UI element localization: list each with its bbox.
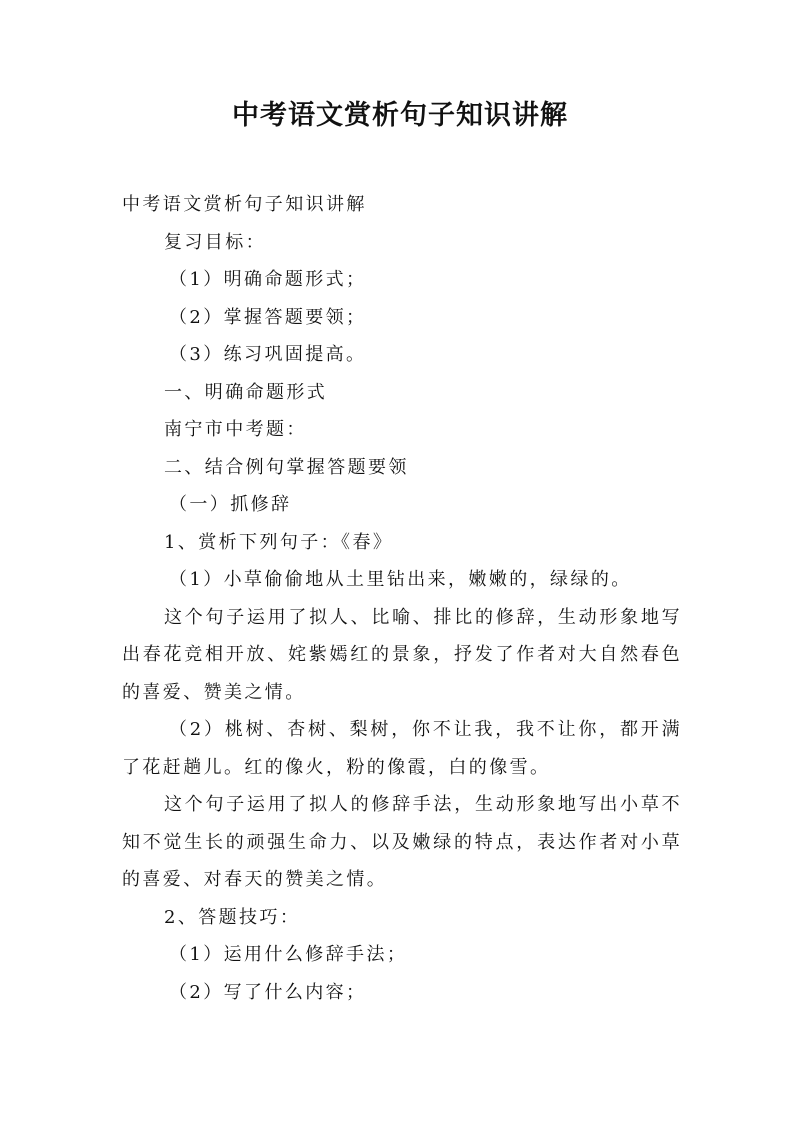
paragraph: 复习目标： [164,231,266,253]
document-title: 中考语文赏析句子知识讲解 [232,100,568,131]
paragraph: 2、答题技巧： [164,906,301,928]
paragraph: （2）写了什么内容； [169,981,367,1003]
paragraph: 1、赏析下列句子：《春》 [164,531,394,553]
paragraph: 中考语文赏析句子知识讲解 [122,194,367,215]
analysis-paragraph: 这个句子运用了拟人的修辞手法，生动形象地写出小草不知不觉生长的顽强生命力、以及嫩绿的特点，表达作者对小草的喜爱、对春天的赞美之情。 [122,794,682,890]
subsection-heading: （一）抓修辞 [169,494,292,515]
paragraph: 南宁市中考题： [164,419,307,440]
section-heading: 一、明确命题形式 [164,381,328,403]
paragraph: （3）练习巩固提高。 [169,344,367,365]
analysis-paragraph: 这个句子运用了拟人、比喻、排比的修辞，生动形象地写出春花竞相开放、姹紫嫣红的景象，抒发了作者对大自然春色的喜爱、赞美之情。 [122,606,682,703]
document-body [122,186,682,1011]
example-sentence: （2）桃树、杏树、梨树，你不让我，我不让你，都开满了花赶趟儿。红的像火，粉的像霞，白的像雪。 [122,719,682,778]
paragraph: （1）运用什么修辞手法； [169,944,408,965]
paragraph: （2）掌握答题要领； [169,306,367,328]
example-sentence: （1）小草偷偷地从土里钻出来，嫩嫩的，绿绿的。 [169,569,632,590]
section-heading: 二、结合例句掌握答题要领 [164,456,409,478]
paragraph: （1）明确命题形式； [169,269,367,290]
